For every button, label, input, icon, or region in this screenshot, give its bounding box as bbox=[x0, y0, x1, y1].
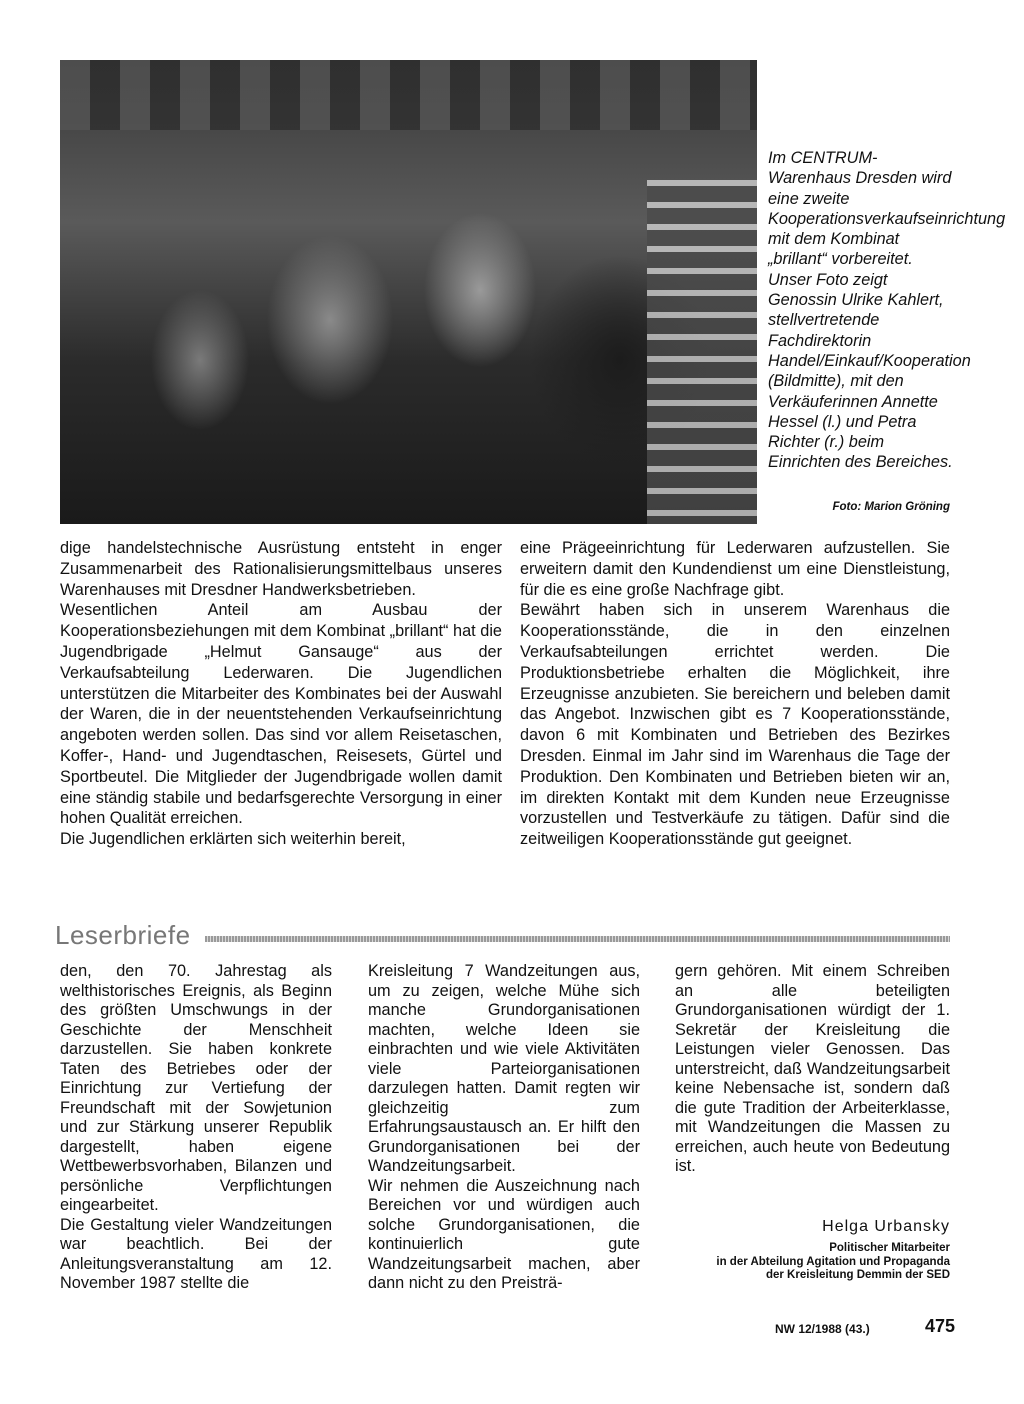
page-number: 475 bbox=[925, 1316, 956, 1336]
section-rule bbox=[205, 936, 950, 942]
store-photo bbox=[60, 60, 757, 524]
paragraph: eine Prägeeinrichtung für Lederwaren aufzustellen. Sie erweitern damit den Kundendienst um eine Dienstleistung, für die es eine große Nachfrage gibt. bbox=[520, 539, 950, 599]
issue-label: NW 12/1988 (43.) bbox=[775, 1322, 870, 1336]
paragraph: den, den 70. Jahrestag als welthistorisches Ereignis, als Beginn des größten Umschwungs in der Geschichte der Menschheit darzustellen. Sie haben konkrete Taten des Betriebes oder der Einrichtung zur Vertiefung der Freundschaft mit der Sowjetunion und zur Stärkung unserer Republik dargestellt, haben eigene Wettbewerbsvorhaben, Bilanzen und persönliche Verpflichtungen eingearbeitet. bbox=[60, 962, 332, 1214]
section-heading: Leserbriefe bbox=[55, 920, 191, 950]
letters-column-1 bbox=[60, 962, 332, 1294]
letters-column-3 bbox=[675, 962, 950, 1177]
photo-credit: Foto: Marion Gröning bbox=[832, 501, 950, 513]
author-role bbox=[716, 1242, 950, 1283]
paragraph: Die Jugendlichen erklärten sich weiterhin bereit, bbox=[60, 830, 406, 849]
paragraph: Kreisleitung 7 Wandzeitungen aus, um zu zeigen, welche Mühe sich manche Grundorganisationen machten, welche Ideen sie einbrachten und wie viele Aktivitäten viele Parteiorganisationen darzulegen hatten. Damit regten wir gleichzeitig zum Erfahrungsaustausch an. Er hilft den Grundorganisationen bei der Wandzeitungsarbeit. bbox=[368, 962, 640, 1175]
paragraph: Wir nehmen die Auszeichnung nach Bereichen vor und würdigen auch solche Grundorganisationen, die kontinuierlich gute Wandzeitungsarbeit machen, aber dann nicht zu den Preisträ- bbox=[368, 1176, 640, 1292]
paragraph: Bewährt haben sich in unserem Warenhaus die Kooperationsstände, die in den einzelnen Verkaufsabteilungen errichtet werden. Die Produktionsbetriebe erhalten die Möglichkeit, ihre Erzeugnisse anzubieten. Sie bereichern und beleben damit das Angebot. Inzwischen gibt es 7 Kooperationsstände, davon 6 mit Kombinaten und Betrieben des Bezirkes Dresden. Einmal im Jahr sind im Warenhaus die Tage der Produktion. Den Kombinaten und Betrieben bieten wir an, im direkten Kontakt mit dem Kunden neue Erzeugnisse vorzustellen und Testverkäufe zu tätigen. Dafür sind die zeitweiligen Kooperationsstände gut geeignet. bbox=[520, 601, 950, 849]
paragraph: Die Gestaltung vieler Wandzeitungen war beachtlich. Bei der Anleitungsveranstaltung am 12. November 1987 stellte die bbox=[60, 1215, 332, 1292]
article-column-2 bbox=[520, 538, 950, 850]
photo-shelf bbox=[647, 180, 757, 524]
photo-caption: Im CENTRUM-Warenhaus Dresden wird eine zweite Kooperationsverkaufseinrichtung mit dem Kombinat „brillant“ vorbereitet. Unser Foto zeigt Genossin Ulrike Kahlert, stellvertretende Fachdirektorin Handel/Einkauf/Kooperation (Bildmitte), mit den Verkäuferinnen Annette Hessel (l.) und Petra Richter (r.) beim Einrichten des Bereiches. bbox=[768, 149, 1006, 472]
article-column-1 bbox=[60, 538, 502, 850]
role-line: der Kreisleitung Demmin der SED bbox=[765, 1269, 950, 1281]
role-line: Politischer Mitarbeiter bbox=[829, 1242, 950, 1254]
paragraph: Wesentlichen Anteil am Ausbau der Kooperationsbeziehungen mit dem Kombinat „brillant“ hat die Jugendbrigade „Helmut Gansauge“ aus der Verkaufsabteilung Lederwaren. Die Jugendlichen unterstützen die Mitarbeiter des Kombinates bei der Auswahl der Waren, die in der neuentstehenden Verkaufseinrichtung angeboten werden sollen. Das sind vor allem Reisetaschen, Koffer-, Hand- und Jugendtaschen, Reisesets, Gürtel und Sportbeutel. Die Mitglieder der Jugendbrigade wollen damit eine ständig stabile und bedarfsgerechte Versorgung in einer hohen Qualität erreichen. bbox=[60, 601, 502, 828]
paragraph: dige handelstechnische Ausrüstung entsteht in enger Zusammenarbeit des Rationalisierungsmittelbaus unseres Warenhauses mit Dresdner Handwerksbetrieben. bbox=[60, 539, 502, 599]
role-line: in der Abteilung Agitation und Propaganda bbox=[716, 1255, 950, 1268]
paragraph: gern gehören. Mit einem Schreiben an alle beteiligten Grundorganisationen würdigt der 1. Sekretär der Kreisleitung die Leistungen vieler Genossen. Das unterstreicht, daß Wandzeitungsarbeit keine Nebensache ist, sondern daß die gute Tradition der Arbeiterklasse, mit Wandzeitungen die Massen zu erreichen, auch heute von Bedeutung ist. bbox=[675, 962, 950, 1175]
letters-column-2 bbox=[368, 962, 640, 1294]
photo-ceiling bbox=[60, 60, 757, 130]
author-name: Helga Urbansky bbox=[822, 1218, 950, 1235]
